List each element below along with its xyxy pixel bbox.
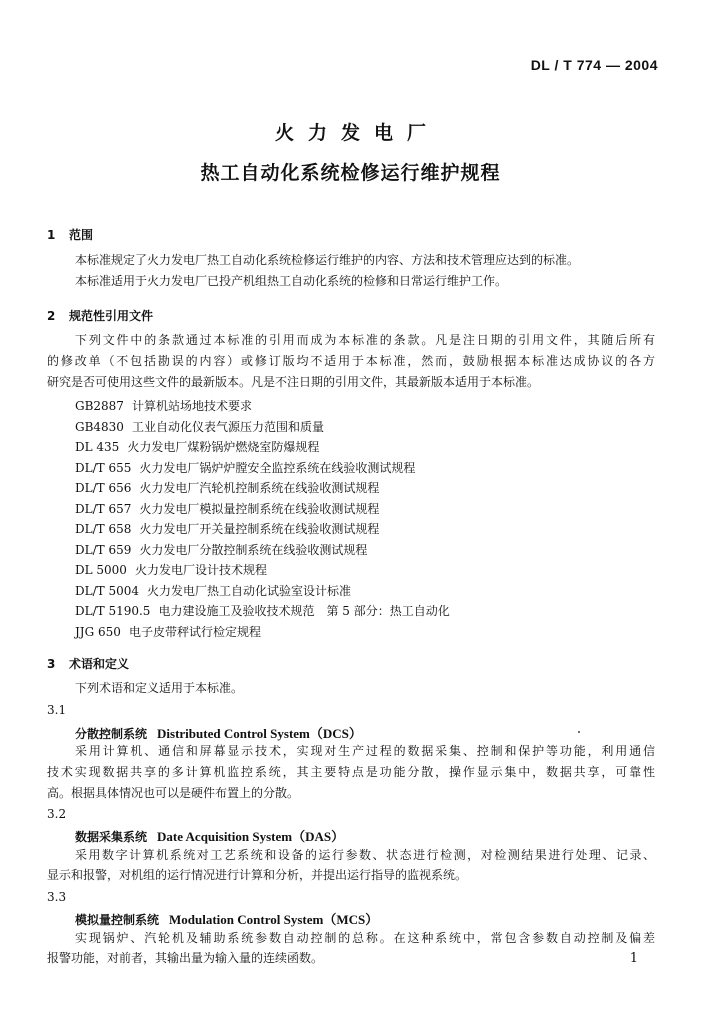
reference-title: 火力发电厂设计技术规程: [134, 563, 267, 577]
term-name-en: Date Acquisition System（DAS）: [157, 829, 345, 844]
reference-code: DL/T 655: [75, 461, 132, 475]
reference-title: 电子皮带秤试行检定规程: [128, 625, 261, 639]
paragraph-line: 研究是否可使用这些文件的最新版本。凡是不注日期的引用文件，其最新版本适用于本标准。: [47, 375, 540, 389]
scan-speck: [578, 731, 580, 733]
reference-title: 电力建设施工及验收技术规范 第 5 部分：热工自动化: [158, 604, 450, 618]
term-number: 3.3: [47, 890, 67, 904]
reference-item: [75, 438, 319, 455]
paragraph-line: 高。根据具体情况也可以是硬件布置上的分散。: [47, 786, 300, 800]
reference-item: [75, 541, 367, 558]
reference-title: 火力发电厂汽轮机控制系统在线验收测试规程: [139, 481, 380, 495]
reference-item: [75, 418, 324, 435]
page-number: 1: [629, 951, 638, 966]
reference-code: DL/T 658: [75, 522, 132, 536]
reference-code: DL 5000: [75, 563, 127, 577]
term-name-cn: 模拟量控制系统: [75, 913, 160, 927]
document-title-line1: 火力发电厂: [274, 122, 440, 144]
reference-title: 火力发电厂锅炉炉膛安全监控系统在线验收测试规程: [139, 461, 416, 475]
section-heading-terms-definitions: [47, 655, 129, 672]
reference-title: 火力发电厂开关量控制系统在线验收测试规程: [139, 522, 380, 536]
paragraph-line: 的修改单（不包括勘误的内容）或修订版均不适用于本标准，然而，鼓励根据本标准达成协议的各方: [47, 354, 655, 368]
term-number: 3.2: [47, 807, 67, 821]
reference-item: [75, 479, 379, 496]
paragraph-line: 实现锅炉、汽轮机及辅助系统参数自动控制的总称。在这种系统中，常包含参数自动控制及偏差: [75, 931, 655, 945]
section-number: 3: [47, 657, 56, 671]
reference-title: 计算机站场地技术要求: [131, 399, 252, 413]
section-number: 2: [47, 309, 56, 323]
paragraph-line: 报警功能，对前者，其输出量为输入量的连续函数。: [47, 951, 324, 965]
reference-item: [75, 500, 379, 517]
reference-code: DL/T 657: [75, 502, 132, 516]
reference-item: [75, 602, 450, 619]
reference-title: 工业自动化仪表气源压力范围和质量: [131, 420, 324, 434]
reference-item: [75, 582, 351, 599]
paragraph-line: 采用计算机、通信和屏幕显示技术，实现对生产过程的数据采集、控制和保护等功能，利用通信: [75, 744, 655, 758]
term-name-cn: 分散控制系统: [75, 727, 148, 741]
term-name-en: Distributed Control System（DCS）: [157, 726, 362, 741]
paragraph-line: 本标准适用于火力发电厂已投产机组热工自动化系统的检修和日常运行维护工作。: [75, 274, 508, 288]
section-number: 1: [47, 228, 56, 242]
term-name-en: Modulation Control System（MCS）: [169, 912, 379, 927]
reference-title: 火力发电厂模拟量控制系统在线验收测试规程: [139, 502, 380, 516]
reference-code: DL 435: [75, 440, 120, 454]
reference-code: GB4830: [75, 420, 124, 434]
reference-code: DL/T 5004: [75, 584, 139, 598]
reference-code: DL/T 659: [75, 543, 132, 557]
document-title-line2: 热工自动化系统检修运行维护规程: [200, 162, 501, 184]
reference-item: [75, 561, 267, 578]
section-title: 范围: [69, 228, 94, 242]
reference-code: DL/T 656: [75, 481, 132, 495]
reference-item: [75, 520, 379, 537]
term-heading: [75, 826, 344, 845]
term-name-cn: 数据采集系统: [75, 830, 148, 844]
reference-code: GB2887: [75, 399, 124, 413]
reference-title: 火力发电厂煤粉锅炉燃烧室防爆规程: [127, 440, 320, 454]
reference-item: [75, 459, 415, 476]
section-heading-normative-references: [47, 307, 153, 324]
reference-item: [75, 397, 252, 414]
reference-code: JJG 650: [75, 625, 121, 639]
paragraph-line: 下列文件中的条款通过本标准的引用而成为本标准的条款。凡是注日期的引用文件，其随后所有: [75, 333, 655, 347]
paragraph-line: 下列术语和定义适用于本标准。: [75, 681, 244, 695]
section-title: 规范性引用文件: [69, 309, 154, 323]
paragraph-line: 采用数字计算机系统对工艺系统和设备的运行参数、状态进行检测，对检测结果进行处理、记录、: [75, 848, 655, 862]
reference-code: DL/T 5190.5: [75, 604, 151, 618]
term-heading: [75, 909, 378, 928]
reference-title: 火力发电厂热工自动化试验室设计标准: [147, 584, 352, 598]
term-heading: [75, 723, 362, 742]
section-heading-scope: [47, 226, 93, 243]
standard-number: DL / T 774 — 2004: [530, 57, 658, 73]
reference-title: 火力发电厂分散控制系统在线验收测试规程: [139, 543, 368, 557]
paragraph-line: 技术实现数据共享的多计算机监控系统，其主要特点是功能分散，操作显示集中，数据共享，可靠性: [47, 765, 655, 779]
reference-item: [75, 623, 261, 640]
section-title: 术语和定义: [69, 657, 130, 671]
paragraph-line: 显示和报警，对机组的运行情况进行计算和分析，并提出运行指导的监视系统。: [47, 868, 468, 882]
paragraph-line: 本标准规定了火力发电厂热工自动化系统检修运行维护的内容、方法和技术管理应达到的标准。: [75, 253, 580, 267]
term-number: 3.1: [47, 703, 67, 717]
